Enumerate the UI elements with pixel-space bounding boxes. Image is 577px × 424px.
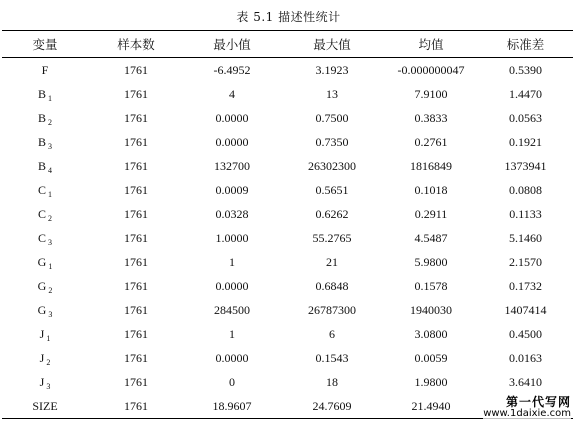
cell-std-dev: 1373941	[504, 158, 547, 173]
cell-variable	[2, 370, 88, 394]
cell-variable	[2, 202, 88, 226]
cell-std-dev: 0.1732	[509, 278, 542, 293]
cell-min: 0	[229, 374, 235, 389]
cell-sample-size: 1761	[124, 158, 148, 173]
cell-sample-size: 1761	[124, 398, 148, 413]
cell-sample-size: 1761	[124, 350, 148, 365]
variable-name: J	[39, 374, 45, 389]
cell-variable	[2, 82, 88, 106]
cell-sample-size: 1761	[124, 278, 148, 293]
table-row	[2, 154, 573, 178]
variable-name: B	[37, 86, 46, 101]
variable-name: C	[37, 206, 46, 221]
cell-min: 0.0000	[215, 110, 249, 125]
cell-min: 0.0328	[215, 206, 249, 221]
cell-min: 1	[229, 326, 235, 341]
cell-variable	[2, 250, 88, 274]
header-std-dev: 标准差	[506, 37, 545, 52]
cell-sample-size: 1761	[124, 110, 148, 125]
cell-variable	[2, 154, 88, 178]
header-max: 最大值	[313, 37, 351, 52]
cell-sample-size: 1761	[124, 254, 148, 269]
variable-name: C	[37, 182, 46, 197]
variable-subscript: 1	[48, 189, 52, 199]
table-row	[2, 274, 573, 298]
cell-min: 284500	[214, 302, 250, 317]
cell-std-dev: 0.0808	[509, 182, 542, 197]
cell-sample-size: 1761	[124, 62, 148, 77]
cell-min: 0.0009	[215, 182, 249, 197]
variable-name: F	[41, 62, 49, 77]
cell-std-dev: 0.0563	[509, 110, 542, 125]
variable-subscript: 3	[48, 309, 53, 319]
cell-variable	[2, 322, 88, 346]
cell-std-dev: 1.4470	[509, 86, 542, 101]
variable-name: C	[37, 230, 46, 245]
cell-max: 0.5651	[315, 182, 349, 197]
table-row	[2, 322, 573, 346]
cell-max: 0.6262	[315, 206, 349, 221]
cell-std-dev: 2.1570	[509, 254, 542, 269]
cell-variable	[2, 346, 88, 370]
cell-variable	[2, 274, 88, 298]
header-row	[2, 31, 573, 58]
table-row	[2, 226, 573, 250]
variable-name: G	[37, 278, 47, 293]
table-row	[2, 130, 573, 154]
cell-sample-size: 1761	[124, 134, 148, 149]
cell-variable	[2, 298, 88, 322]
cell-std-dev: 0.4500	[509, 326, 542, 341]
variable-subscript: 2	[48, 285, 53, 295]
header-mean: 均值	[418, 37, 444, 52]
cell-mean: 5.9800	[414, 254, 448, 269]
cell-min: 4	[229, 86, 235, 101]
cell-max: 0.6848	[315, 278, 349, 293]
table-row	[2, 370, 573, 394]
cell-mean: 21.4940	[411, 398, 451, 413]
variable-subscript: 1	[46, 333, 51, 343]
variable-subscript: 1	[48, 93, 52, 103]
cell-mean: 0.1018	[414, 182, 448, 197]
table-row	[2, 250, 573, 274]
variable-subscript: 2	[48, 117, 52, 127]
cell-min: 18.9607	[212, 398, 252, 413]
cell-mean: 1.9800	[414, 374, 448, 389]
cell-std-dev: 5.1460	[509, 230, 542, 245]
variable-name: J	[39, 326, 45, 341]
cell-std-dev: 0.5390	[509, 62, 542, 77]
cell-sample-size: 1761	[124, 326, 148, 341]
variable-subscript: 3	[48, 141, 52, 151]
cell-sample-size: 1761	[124, 230, 148, 245]
cell-min: 1	[229, 254, 235, 269]
cell-max: 24.7609	[312, 398, 352, 413]
variable-name: B	[37, 134, 46, 149]
cell-max: 0.7350	[315, 134, 349, 149]
table-row	[2, 178, 573, 202]
cell-max: 0.7500	[315, 110, 349, 125]
header-min: 最小值	[213, 37, 251, 52]
watermark-title: 第一代写网	[505, 395, 571, 409]
watermark	[483, 396, 571, 420]
cell-variable	[2, 106, 88, 130]
cell-max: 13	[326, 86, 338, 101]
watermark-url: www.1daixie.com	[483, 408, 571, 419]
cell-mean: 1940030	[410, 302, 452, 317]
variable-name: G	[37, 302, 47, 317]
descriptive-statistics-table	[2, 30, 573, 419]
cell-mean: 0.1578	[414, 278, 448, 293]
table-row	[2, 202, 573, 226]
cell-std-dev: 0.0163	[509, 350, 542, 365]
cell-std-dev: 3.6410	[509, 374, 542, 389]
cell-min: -6.4952	[213, 62, 251, 77]
cell-max: 26787300	[308, 302, 356, 317]
cell-max: 3.1923	[315, 62, 349, 77]
header-sample-size: 样本数	[117, 37, 155, 52]
cell-variable	[2, 226, 88, 250]
variable-name: J	[39, 350, 45, 365]
variable-name: G	[37, 254, 47, 269]
cell-max: 18	[326, 374, 338, 389]
cell-variable	[2, 58, 88, 83]
variable-subscript: 1	[48, 261, 53, 271]
table-row	[2, 58, 573, 83]
table-row	[2, 298, 573, 322]
cell-variable	[2, 394, 88, 419]
cell-min: 1.0000	[215, 230, 249, 245]
cell-std-dev: 0.1133	[509, 206, 542, 221]
variable-name: SIZE	[32, 398, 58, 413]
variable-subscript: 3	[46, 381, 51, 391]
variable-subscript: 2	[48, 213, 52, 223]
cell-mean: 0.2761	[414, 134, 448, 149]
variable-subscript: 3	[48, 237, 52, 247]
cell-mean: -0.000000047	[397, 62, 465, 77]
cell-variable	[2, 130, 88, 154]
cell-std-dev: 0.1921	[509, 134, 542, 149]
table-row	[2, 106, 573, 130]
cell-min: 0.0000	[215, 134, 249, 149]
cell-max: 26302300	[308, 158, 356, 173]
cell-mean: 0.3833	[414, 110, 448, 125]
table-row	[2, 346, 573, 370]
cell-mean: 1816849	[410, 158, 452, 173]
cell-min: 132700	[214, 158, 250, 173]
cell-mean: 4.5487	[414, 230, 448, 245]
cell-max: 6	[329, 326, 335, 341]
cell-sample-size: 1761	[124, 182, 148, 197]
cell-sample-size: 1761	[124, 86, 148, 101]
header-variable: 变量	[32, 37, 58, 52]
cell-sample-size: 1761	[124, 206, 148, 221]
cell-max: 0.1543	[315, 350, 349, 365]
cell-mean: 0.0059	[414, 350, 448, 365]
cell-std-dev: 1407414	[504, 302, 547, 317]
cell-variable	[2, 178, 88, 202]
table-row	[2, 82, 573, 106]
cell-mean: 0.2911	[414, 206, 448, 221]
variable-subscript: 4	[48, 165, 52, 175]
cell-max: 55.2765	[312, 230, 352, 245]
cell-min: 0.0000	[215, 278, 249, 293]
cell-sample-size: 1761	[124, 302, 148, 317]
cell-sample-size: 1761	[124, 374, 148, 389]
variable-subscript: 2	[46, 357, 51, 367]
cell-mean: 3.0800	[414, 326, 448, 341]
cell-mean: 7.9100	[414, 86, 448, 101]
variable-name: B	[37, 110, 46, 125]
cell-min: 0.0000	[215, 350, 249, 365]
table-caption: 表 5.1 描述性统计	[236, 10, 341, 24]
variable-name: B	[37, 158, 46, 173]
cell-max: 21	[326, 254, 338, 269]
